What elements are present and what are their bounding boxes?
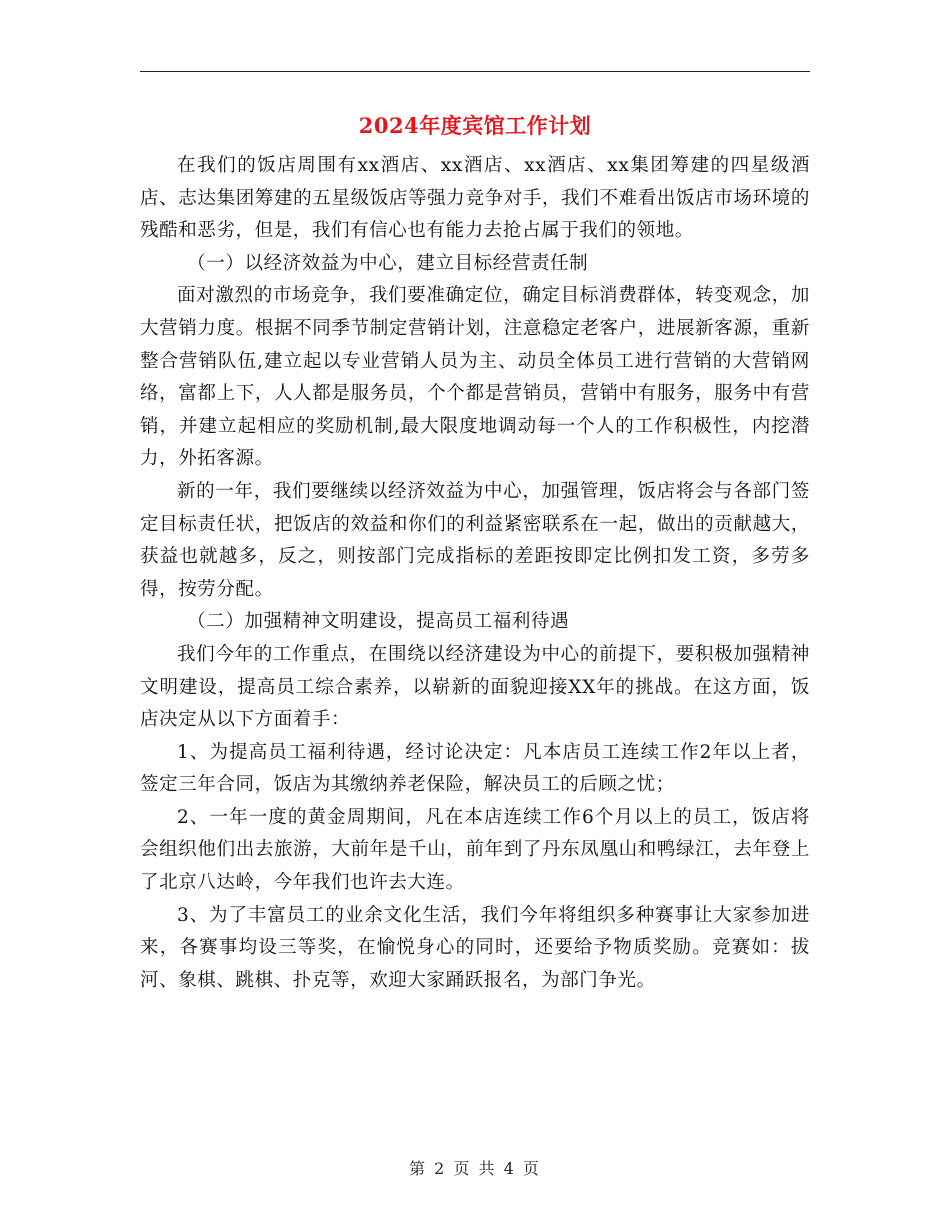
section-heading: （二）加强精神文明建设，提高员工福利待遇 [187, 611, 570, 633]
list-item: 1、为提高员工福利待遇，经讨论决定：凡本店员工连续工作2年以上者，签定三年合同，饭店为其缴纳养老保险，解决员工的后顾之忧； [140, 741, 810, 796]
header-rule [140, 71, 810, 72]
list-item: 3、为了丰富员工的业余文化生活，我们今年将组织多种赛事让大家参加进来，各赛事均设三等奖，在愉悦身心的同时，还要给予物质奖励。竞赛如：拔河、象棋、跳棋、扑克等，欢迎大家踊跃报名，为部门争光。 [140, 904, 810, 991]
document-title: 2024年度宾馆工作计划 [358, 113, 592, 138]
paragraph: 面对激烈的市场竞争，我们要准确定位，确定目标消费群体，转变观念，加大营销力度。根据不同季节制定营销计划，注意稳定老客户，进展新客源，重新整合营销队伍,建立起以专业营销人员为主、动员全体员工进行营销的大营销网络，富都上下，人人都是服务员，个个都是营销员，营销中有服务，服务中有营销，并建立起相应的奖励机制,最大限度地调动每一个人的工作积极性，内挖潜力，外拓客源。 [140, 285, 810, 470]
list-item: 2、一年一度的黄金周期间，凡在本店连续工作6个月以上的员工，饭店将会组织他们出去旅游，大前年是千山，前年到了丹东凤凰山和鸭绿江，去年登上了北京八达岭，今年我们也许去大连。 [140, 806, 810, 894]
page-number: 第 2 页 共 4 页 [409, 1159, 541, 1178]
section-heading: （一）以经济效益为中心，建立目标经营责任制 [187, 252, 589, 274]
paragraph: 新的一年，我们要继续以经济效益为中心，加强管理，饭店将会与各部门签定目标责任状，把饭店的效益和你们的利益紧密联系在一起，做出的贡献越大，获益也就越多，反之，则按部门完成指标的差距按即定比例扣发工资，多劳多得，按劳分配。 [140, 480, 810, 600]
paragraph: 我们今年的工作重点，在围绕以经济建设为中心的前提下，要积极加强精神文明建设，提高员工综合素养，以崭新的面貌迎接XX年的挑战。在这方面，饭店决定从以下方面着手： [140, 643, 810, 731]
document-body [140, 150, 810, 997]
paragraph: 在我们的饭店周围有xx酒店、xx酒店、xx酒店、xx集团筹建的四星级酒店、志达集团筹建的五星级饭店等强力竞争对手，我们不难看出饭店市场环境的残酷和恶劣，但是，我们有信心也有能力去抢占属于我们的领地。 [140, 155, 810, 242]
